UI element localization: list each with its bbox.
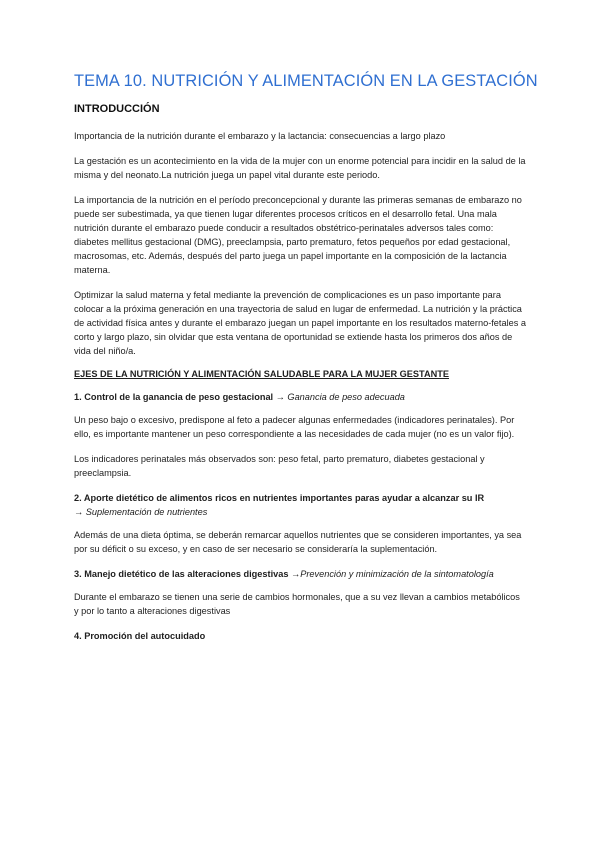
intro-heading: INTRODUCCIÓN (74, 103, 160, 115)
axis-3-heading (74, 567, 526, 581)
axis-3-paragraph: Durante el embarazo se tienen una serie de cambios hormonales, que a su vez llevan a cambios metabólicos y por lo tanto a alteraciones digestivas (74, 592, 520, 616)
axis-3-subtitle: Prevención y minimización de la sintomatología (300, 569, 494, 579)
arrow-glyph: → (288, 569, 301, 579)
axis-3-title: 3. Manejo dietético de las alteraciones digestivas (74, 569, 289, 579)
axis-4-heading (74, 629, 526, 643)
axis-2-heading (74, 491, 526, 519)
intro-paragraph: Importancia de la nutrición durante el embarazo y la lactancia: consecuencias a largo plazo (74, 131, 446, 141)
axes-heading: EJES DE LA NUTRICIÓN Y ALIMENTACIÓN SALUDABLE PARA LA MUJER GESTANTE (74, 369, 450, 379)
arrow-glyph: → (273, 392, 288, 402)
document-title: TEMA 10. NUTRICIÓN Y ALIMENTACIÓN EN LA GESTACIÓN (74, 72, 538, 90)
axis-2-title: 2. Aporte dietético de alimentos ricos en nutrientes importantes paras ayudar a alcanzar su IR (74, 493, 485, 503)
axis-1-title: 1. Control de la ganancia de peso gestacional (74, 392, 274, 402)
arrow-glyph: → (74, 507, 86, 517)
axis-2-subtitle: Suplementación de nutrientes (85, 507, 208, 517)
axis-1-paragraph: Los indicadores perinatales más observados son: peso fetal, parto prematuro, diabetes gestacional y preeclampsia. (74, 454, 485, 478)
intro-paragraph: Optimizar la salud materna y fetal mediante la prevención de complicaciones es un paso importante para colocar a la próxima generación en una trayectoria de salud en lugar de enfermedad. La nutrición y la práctica de actividad física antes y durante el embarazo juegan un papel importante en los resultados materno-fetales a corto y largo plazo, sin olvidar que esta ventana de oportunidad se extiende hasta los primeros dos años de vida del niño/a. (74, 290, 526, 356)
axis-2-paragraph: Además de una dieta óptima, se deberán remarcar aquellos nutrientes que se consideren importantes, ya sea por su déficit o su exceso, y en caso de ser necesario se consideraría la suplementación. (74, 530, 522, 554)
axis-1-heading (74, 390, 526, 404)
axis-1-subtitle: Ganancia de peso adecuada (287, 392, 405, 402)
axis-4-title: 4. Promoción del autocuidado (74, 631, 206, 641)
intro-paragraph: La importancia de la nutrición en el período preconcepcional y durante las primeras semanas de embarazo no puede ser subestimada, ya que tienen lugar diferentes procesos críticos en el desarrollo fetal. Una mala nutrición durante el embarazo puede conducir a resultados obstétrico-perinatales adversos tales como: diabetes mellitus gestacional (DMG), preeclampsia, parto prematuro, fetos pequeños por edad gestacional, macrosomas, etc. Además, después del parto juega un papel importante en la composición de la lactancia materna. (74, 195, 522, 275)
intro-paragraph: La gestación es un acontecimiento en la vida de la mujer con un enorme potencial para incidir en la salud de la misma y del neonato.La nutrición juega un papel vital durante este periodo. (74, 156, 526, 180)
axis-1-paragraph: Un peso bajo o excesivo, predispone al feto a padecer algunas enfermedades (indicadores perinatales). Por ello, es importante mantener un peso correspondiente a las necesidades de cada mujer (no es un valor fijo). (74, 415, 515, 439)
